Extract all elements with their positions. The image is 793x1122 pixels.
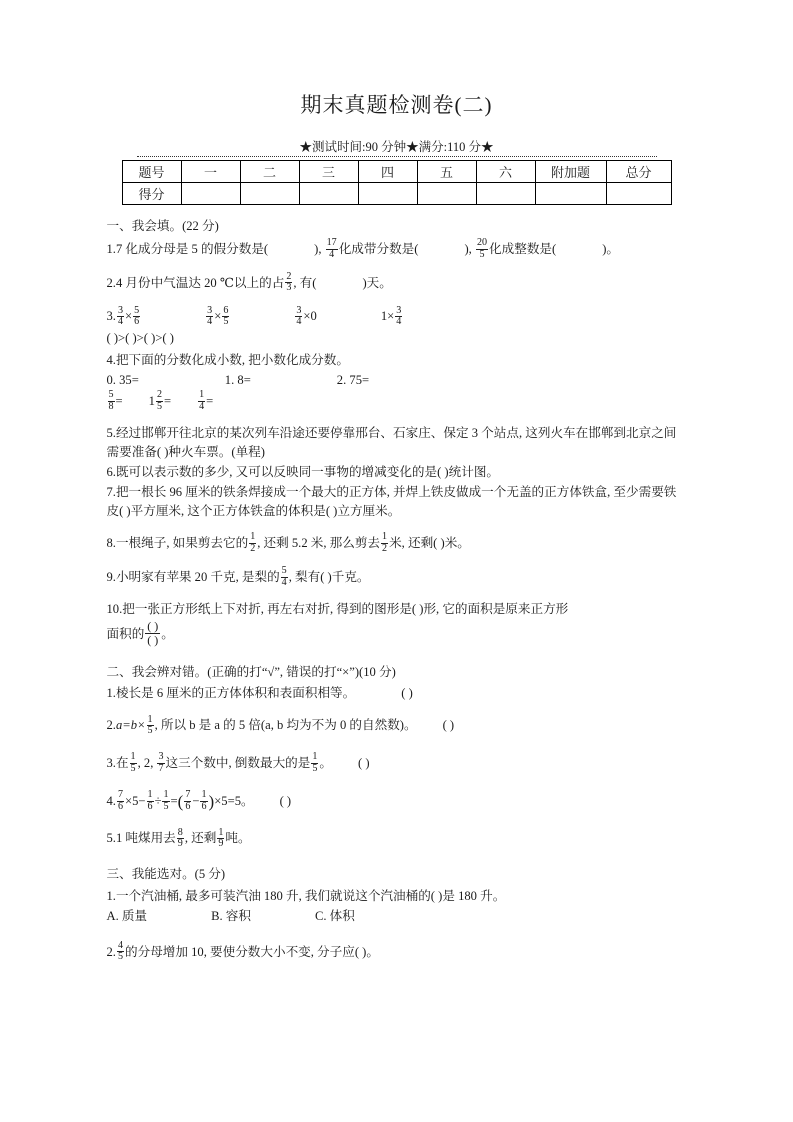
right-paren: ) (208, 792, 215, 812)
left-paren: ( (177, 792, 184, 812)
score-cell-3[interactable] (299, 183, 358, 205)
fraction-5-4: $\frac{5}{4}$ (281, 565, 287, 588)
exam-subtitle: ★测试时间:90 分钟★满分:110 分★ (296, 138, 498, 156)
operator-divide: ÷ (154, 793, 162, 808)
question-1-9 (107, 567, 687, 589)
fraction-7-6: $\frac{7}{6}$ (117, 789, 123, 812)
fraction-3-4: $\frac{3}{4}$ (117, 304, 123, 328)
question-1-10-fraction-line (107, 620, 687, 647)
judgement-blank[interactable]: ( ) (442, 718, 455, 733)
q10-text-b: 面积的 (106, 627, 145, 642)
judgement-blank[interactable]: ( ) (358, 756, 370, 771)
q-text-b: 的分母增加 10, 要使分数大小不变, 分子应( )。 (125, 944, 379, 959)
q-number: 7. (106, 485, 116, 500)
row-label-score: 得分 (122, 183, 181, 205)
row-label-question-number: 题号 (122, 161, 181, 183)
q-number: 4. (106, 793, 116, 808)
judgement-blank[interactable]: ( ) (401, 686, 413, 701)
score-cell-total[interactable] (606, 183, 671, 205)
q-number: 3. (106, 756, 116, 771)
operator-multiply: × (125, 309, 133, 324)
section-heading-3: 三、我能选对。(5 分) (106, 867, 226, 882)
equals-sign[interactable]: = (115, 393, 123, 408)
fraction-2-3: $\frac{2}{3}$ (286, 271, 292, 294)
question-1-1 (107, 239, 687, 261)
question-2-2 (107, 715, 687, 737)
question-2-3 (107, 753, 687, 775)
fraction-3-7: $\frac{3}{7}$ (158, 751, 164, 774)
dotted-rule (137, 156, 657, 157)
operator-multiply: × (387, 309, 395, 324)
q9-text-b: , 梨有( )千克。 (288, 569, 370, 584)
judgement-blank[interactable]: ( ) (279, 793, 292, 808)
q-number: 9. (106, 569, 116, 584)
decimal-2-75[interactable]: 2. 75= (336, 372, 370, 387)
score-cell-1[interactable] (181, 183, 240, 205)
q-number: 4. (106, 352, 116, 367)
question-3-1-options (107, 907, 687, 926)
fraction-8-9: $\frac{8}{9}$ (177, 826, 183, 850)
q1-part-d: ), (464, 241, 475, 256)
fraction-1-5: $\frac{1}{5}$ (163, 789, 169, 812)
option-c[interactable]: C. 体积 (314, 908, 355, 923)
q1-part-e: 化成整数是( (489, 241, 557, 256)
q8-text-a: 一根绳子, 如果剪去它的 (115, 536, 249, 551)
q5-text: 经过邯郸开往北京的某次列车沿途还要停靠邢台、石家庄、保定 3 个站点, 这列火车在邯郸到北京之间需要准备( )种火车票。(单程) (106, 426, 677, 460)
q-number: 1. (106, 888, 116, 903)
equals-sign[interactable]: = (206, 393, 214, 408)
score-cell-6[interactable] (476, 183, 535, 205)
fraction-5-6: $\frac{5}{6}$ (134, 304, 140, 328)
fraction-3-4: $\frac{3}{4}$ (396, 304, 402, 328)
q-number: 1. (106, 686, 116, 701)
question-2-1 (107, 684, 687, 703)
fraction-4-5: $\frac{4}{5}$ (117, 940, 123, 963)
q-text-a: 在 (115, 756, 129, 771)
q-text: 一个汽油桶, 最多可装汽油 180 升, 我们就说这个汽油桶的( )是 180 升。 (115, 888, 506, 903)
col-header-extra: 附加题 (535, 161, 606, 183)
q-number: 8. (106, 536, 116, 551)
q-number: 2. (106, 944, 116, 959)
score-cell-2[interactable] (240, 183, 299, 205)
table-row-question-numbers (122, 161, 671, 183)
fraction-5-8: $\frac{5}{8}$ (108, 389, 114, 412)
q-number: 2. (106, 275, 116, 290)
whole-part: 1 (148, 393, 155, 408)
q-text-b: , 所以 b 是 a 的 5 倍(a, b 均为不为 0 的自然数)。 (154, 718, 417, 733)
q-number: 5. (106, 831, 116, 846)
col-header-4: 四 (358, 161, 417, 183)
mixed-number-1-2-5 (148, 389, 164, 412)
q-number: 10. (106, 602, 123, 617)
decimal-1-8[interactable]: 1. 8= (224, 372, 251, 387)
question-1-4-decimals (107, 371, 687, 390)
col-header-3: 三 (299, 161, 358, 183)
section-heading-2: 二、我会辨对错。(正确的打“√”, 错误的打“×”)(10 分) (106, 664, 396, 679)
q-text-c: 这三个数中, 倒数最大的是 (165, 756, 311, 771)
exam-subtitle-row (127, 138, 667, 158)
col-header-1: 一 (181, 161, 240, 183)
answer-fraction-blank[interactable]: $\frac{( )}{( )}$ (147, 619, 159, 648)
option-b[interactable]: B. 容积 (211, 908, 251, 923)
fraction-3-4: $\frac{3}{4}$ (296, 304, 302, 328)
q10-text-c: 。 (161, 627, 174, 642)
question-1-7 (107, 483, 687, 521)
option-a[interactable]: A. 质量 (106, 908, 148, 923)
col-header-total: 总分 (606, 161, 671, 183)
q-number: 1. (106, 241, 116, 256)
col-header-2: 二 (240, 161, 299, 183)
score-cell-4[interactable] (358, 183, 417, 205)
q-number: 3. (106, 309, 116, 324)
section-heading-1: 一、我会填。(22 分) (106, 219, 219, 234)
question-3-2 (107, 942, 687, 964)
fraction-1-5: $\frac{1}{5}$ (312, 751, 318, 774)
col-header-6: 六 (476, 161, 535, 183)
fraction-1-5: $\frac{1}{5}$ (147, 713, 153, 736)
fraction-6-5: $\frac{6}{5}$ (223, 304, 229, 328)
fraction-1-4: $\frac{1}{4}$ (199, 389, 205, 412)
page-title: 期末真题检测卷(二) (300, 93, 493, 117)
q-text: 棱长是 6 厘米的正方体体积和表面积相等。 (115, 686, 356, 701)
q9-text-a: 小明家有苹果 20 千克, 是梨的 (115, 569, 280, 584)
fraction-3-4: $\frac{3}{4}$ (207, 304, 213, 328)
fraction-1-2: $\frac{1}{2}$ (250, 531, 256, 554)
fraction-17-4: $\frac{17}{4}$ (326, 237, 337, 260)
q-text-b: , 还剩 (184, 831, 217, 846)
q1-part-f: )。 (602, 241, 620, 256)
decimal-0-35[interactable]: 0. 35= (106, 372, 139, 387)
q-text-a: a=b× (115, 718, 146, 733)
operand-zero: 0 (310, 309, 317, 324)
q8-text-c: 米, 还剩( )米。 (389, 536, 470, 551)
q-text-b: , 2, (137, 756, 157, 771)
fraction-1-5: $\frac{1}{5}$ (130, 751, 136, 774)
operator-minus: − (192, 793, 200, 808)
equals-sign[interactable]: = (164, 393, 172, 408)
question-1-8 (107, 533, 687, 555)
fraction-1-6: $\frac{1}{6}$ (147, 789, 153, 812)
question-3-1 (107, 887, 687, 906)
q1-part-a: 7 化成分母是 5 的假分数是( (115, 241, 269, 256)
question-2-5 (107, 828, 687, 850)
q10-text-a: 把一张正方形纸上下对折, 再左右对折, 得到的图形是( )形, 它的面积是原来正方形 (122, 602, 569, 617)
q-text-d: 。 (319, 756, 332, 771)
operator-multiply: × (214, 309, 222, 324)
q1-part-c: 化成带分数是( (338, 241, 419, 256)
question-1-3-compare-line[interactable]: ( )>( )>( )>( ) (106, 331, 174, 346)
q8-text-b: , 还剩 5.2 米, 那么剪去 (257, 536, 381, 551)
q-number: 5. (106, 426, 116, 441)
operator-group-2: ×5=5。 (214, 793, 254, 808)
question-1-4-fractions (107, 391, 687, 413)
score-cell-extra[interactable] (535, 183, 606, 205)
q-number: 6. (106, 465, 116, 480)
q2-text-b: , 有( (293, 275, 317, 290)
operator-group-1: ×5− (125, 793, 146, 808)
question-1-4 (107, 351, 687, 370)
q2-text-a: 4 月份中气温达 20 ℃以上的占 (115, 275, 285, 290)
q2-text-c: )天。 (362, 275, 392, 290)
operator-multiply: × (303, 309, 311, 324)
fraction-20-5: $\frac{20}{5}$ (476, 237, 488, 260)
col-header-5: 五 (417, 161, 476, 183)
question-1-6 (107, 463, 687, 482)
score-cell-5[interactable] (417, 183, 476, 205)
operand-one: 1 (380, 309, 388, 324)
q4-text: 把下面的分数化成小数, 把小数化成分数。 (115, 352, 349, 367)
fraction-1-9: $\frac{1}{9}$ (218, 826, 224, 850)
question-1-5 (107, 424, 687, 462)
question-1-10 (107, 600, 687, 619)
fraction-7-6: $\frac{7}{6}$ (185, 789, 191, 812)
q-text-c: 吨。 (225, 831, 251, 846)
q6-text: 既可以表示数的多少, 又可以反映同一事物的增减变化的是( )统计图。 (115, 465, 500, 480)
question-1-2 (107, 273, 687, 295)
table-row-scores (122, 183, 671, 205)
question-2-4 (107, 791, 687, 813)
fraction-1-6: $\frac{1}{6}$ (201, 789, 207, 812)
fraction-1-2: $\frac{1}{2}$ (382, 531, 388, 554)
exam-body (107, 205, 687, 963)
q-number: 2. (106, 718, 116, 733)
q1-part-b: ), (314, 241, 325, 256)
score-table (122, 160, 672, 205)
equals-sign: = (170, 793, 178, 808)
q-text-a: 1 吨煤用去 (115, 831, 176, 846)
question-1-3-expressions (107, 306, 687, 328)
q7-text: 把一根长 96 厘米的铁条焊接成一个最大的正方体, 并焊上铁皮做成一个无盖的正方体铁盒, 至少需要铁皮( )平方厘米, 这个正方体铁盒的体积是( )立方厘米。 (106, 485, 677, 519)
fraction-2-5: $\frac{2}{5}$ (156, 389, 162, 412)
